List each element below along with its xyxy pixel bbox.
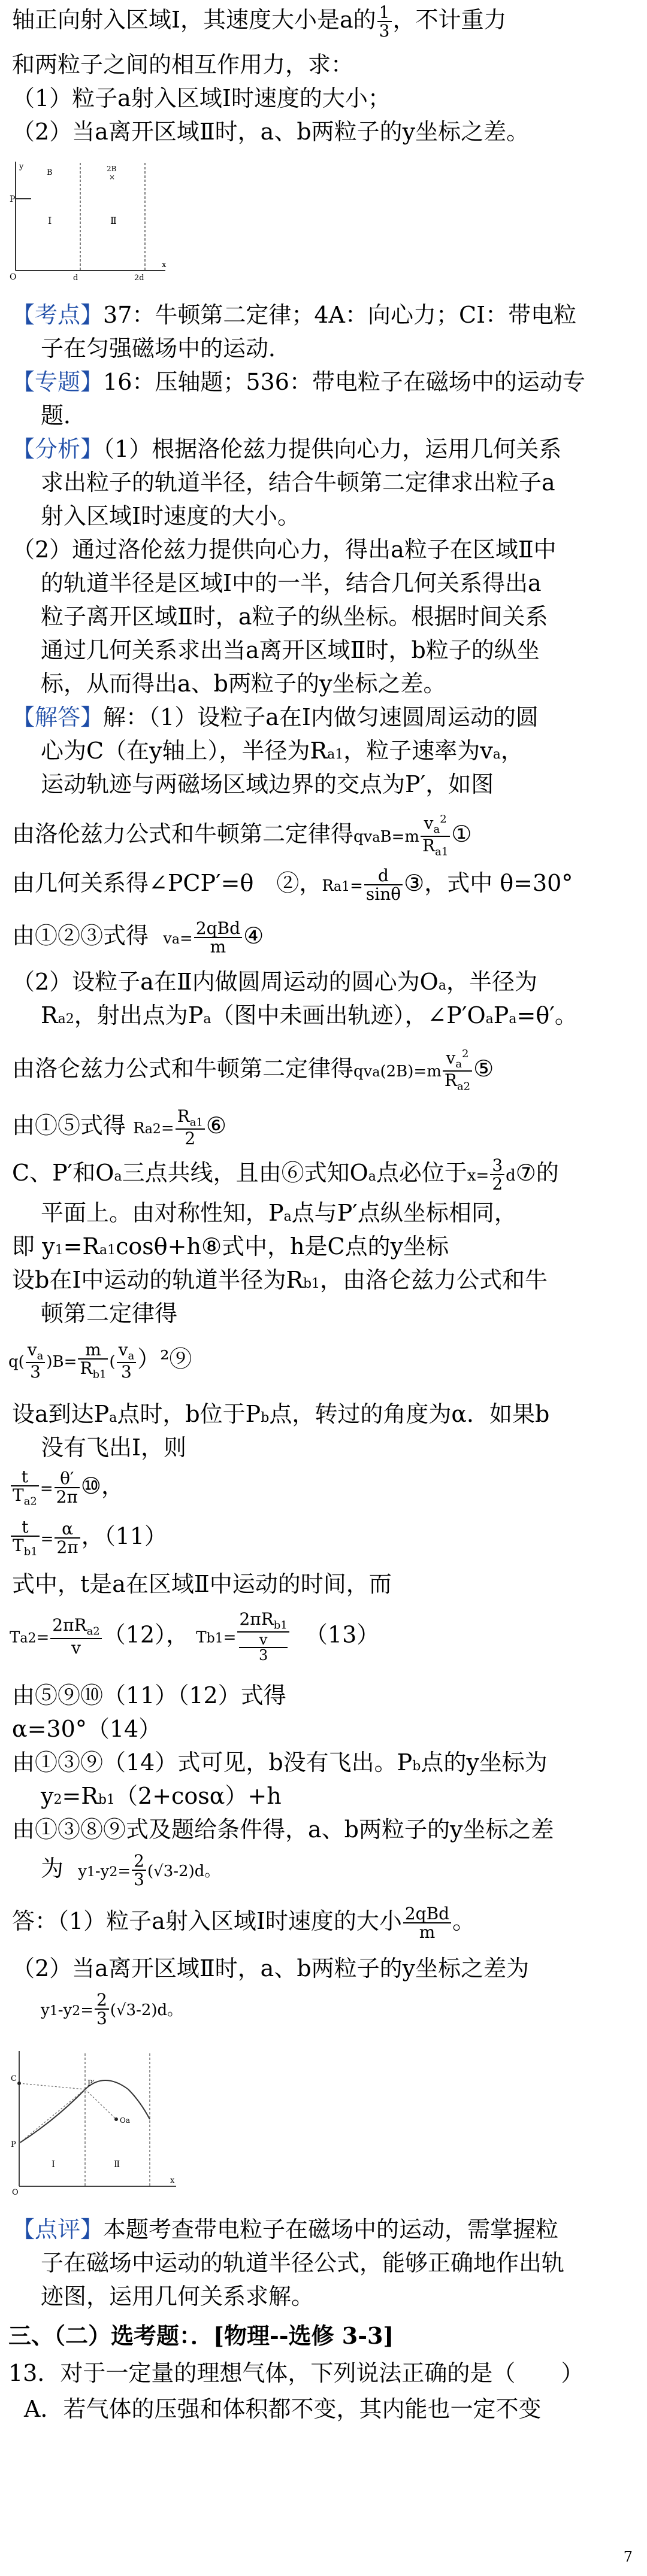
- text-line: y2=Rb1（2+cosα）+h: [41, 1783, 282, 1809]
- text-line: 子在磁场中运动的轨道半径公式，能够正确地作出轨: [41, 2250, 565, 2276]
- text-line: Ra2，射出点为Pa（图中未画出轨迹），∠P′OaPa=θ′。: [41, 1002, 578, 1028]
- svg-text:O: O: [12, 2188, 19, 2197]
- text-line: 心为C（在y轴上），半径为Ra1，粒子速率为va，: [41, 738, 524, 764]
- svg-text:P: P: [10, 195, 16, 204]
- text-line: 运动轨迹与两磁场区域边界的交点为P′，如图: [41, 771, 494, 797]
- text-line: 的轨道半径是区域Ⅰ中的一半，结合几何关系得出a: [41, 570, 542, 596]
- text-line: 平面上。由对称性知，Pa点与P′点纵坐标相同，: [41, 1200, 517, 1226]
- equation-line: q( $\frac{v_a}{3}$ )B= $\frac{m}{R_{b1}}$ ( $\frac{v_a}{3}$ ）²⑨: [8, 1340, 192, 1382]
- zhuanti-line: 【专题】16：压轴题；536：带电粒子在磁场中的运动专: [12, 369, 585, 395]
- question-line: 13．对于一定量的理想气体，下列说法正确的是（ ）: [8, 2360, 584, 2386]
- svg-text:y: y: [19, 162, 24, 171]
- equation-line: $\frac{t}{T_{b1}}$ = $\frac{\alpha}{2\pi}$ ，（11）: [10, 1518, 167, 1558]
- equation-line: 由①②③式得 va= $\frac{\text{2qBd}}{m}$ ④: [12, 918, 264, 957]
- svg-text:Ⅰ: Ⅰ: [52, 2159, 55, 2170]
- text-line: 设a到达Pa点时，b位于Pb点，转过的角度为α．如果b: [12, 1401, 550, 1427]
- dianping-line: 【点评】本题考查带电粒子在磁场中的运动，需掌握粒: [12, 2216, 559, 2243]
- fenxi-line: 【分析】（1）根据洛伦兹力提供向心力，运用几何关系: [12, 436, 562, 462]
- text-line: C、P′和Oa三点共线，且由⑥式知Oa点必位于x= $\frac{3}{2}$ d⑦的: [12, 1155, 559, 1194]
- text-line: 顿第二定律得: [41, 1300, 178, 1327]
- equation-line: 由洛仑兹力公式和牛顿第二定律得qva(2B)=m $\frac{v_a^2}{R_{a2}}$ ⑤: [12, 1048, 494, 1093]
- equation-line: Ta2= $\frac{2\pi R_{a2}}{v}$ （12）， Tb1= $2\pi R_{b1}$ v 3 （13）: [10, 1609, 380, 1664]
- svg-text:P′: P′: [87, 2079, 95, 2088]
- text-line: 由⑤⑨⑩（11）（12）式得: [12, 1682, 286, 1709]
- text-line: 没有飞出Ⅰ，则: [41, 1434, 187, 1461]
- equation-line: 为 y1-y2= $\frac{2}{3}$ (√3-2)d。: [41, 1851, 220, 1890]
- answer-line: （2）当a离开区域Ⅱ时，a、b两粒子的y坐标之差为: [12, 1955, 530, 1982]
- kaodian-line: 【考点】37：牛顿第二定律；4A：向心力；CI：带电粒: [12, 302, 577, 328]
- svg-text:O: O: [10, 272, 17, 282]
- svg-text:2d: 2d: [134, 274, 144, 283]
- answer-line: 答：（1）粒子a射入区域Ⅰ时速度的大小 $\frac{\text{2qBd}}{m}$ 。: [12, 1904, 476, 1943]
- equation-line: 由洛伦兹力公式和牛顿第二定律得qvaB=m $\frac{v_a^2}{R_{a1}}$ ①: [12, 813, 472, 858]
- text-line: 射入区域Ⅰ时速度的大小。: [41, 503, 301, 529]
- svg-text:Ⅱ: Ⅱ: [110, 215, 117, 226]
- text-line: 标，从而得出a、b两粒子的y坐标之差。: [41, 670, 446, 697]
- svg-text:P: P: [11, 2140, 16, 2149]
- text-line: 粒子离开区域Ⅱ时，a粒子的纵坐标。根据时间关系: [41, 603, 548, 630]
- fraction: $\frac{1}{3}$: [377, 4, 392, 40]
- svg-text:×: ×: [109, 173, 116, 181]
- equation-line: 由①⑤式得 Ra2= $\frac{R_{a1}}{2}$ ⑥: [12, 1106, 226, 1149]
- section-heading: 三、（二）选考题：．[物理--选修 3-3]: [8, 2322, 394, 2349]
- equation-line: 由几何关系得∠PCP′=θ ②，Ra1= $\frac{d}{\sin\theta}$ ③，式中 θ=30°: [12, 866, 573, 905]
- text-line: 通过几何关系求出当a离开区域Ⅱ时，b粒子的纵坐: [41, 637, 540, 663]
- trajectory-diagram: [8, 2047, 182, 2197]
- equation-line: $\frac{t}{T_{a2}}$ = $\frac{\theta'}{2\pi}$ ⑩，: [10, 1468, 124, 1508]
- svg-text:Oa: Oa: [120, 2116, 130, 2125]
- svg-text:C: C: [11, 2074, 17, 2083]
- text-line: 由①③⑨（14）式可见，b没有飞出。Pb点的y坐标为: [12, 1749, 548, 1776]
- text-line: （2）通过洛伦兹力提供向心力，得出a粒子在区域Ⅱ中: [12, 536, 557, 563]
- text-line: 迹图，运用几何关系求解。: [41, 2283, 315, 2310]
- field-diagram: [8, 157, 170, 283]
- jieda-line: 【解答】解：（1）设粒子a在Ⅰ内做匀速圆周运动的圆: [12, 704, 539, 730]
- text-line: 设b在Ⅰ中运动的轨道半径为Rb1，由洛仑兹力公式和牛: [12, 1267, 548, 1293]
- text-line: （2）设粒子a在Ⅱ内做圆周运动的圆心为Oa，半径为: [12, 969, 537, 995]
- equation-line: y1-y2= $\frac{2}{3}$ (√3-2)d。: [41, 1990, 183, 2029]
- text-line: 由①③⑧⑨式及题给条件得，a、b两粒子的y坐标之差: [12, 1816, 554, 1843]
- text-line: 式中，t是a在区域Ⅱ中运动的时间，而: [12, 1571, 392, 1597]
- text-line: α=30°（14）: [12, 1716, 162, 1742]
- svg-text:B: B: [47, 168, 53, 177]
- option-line: A．若气体的压强和体积都不变，其内能也一定不变: [24, 2396, 542, 2422]
- svg-text:d: d: [73, 274, 78, 283]
- svg-text:x: x: [170, 2176, 175, 2185]
- text-line: 即 y1=Ra1cosθ+h⑧式中，h是C点的y坐标: [12, 1233, 449, 1260]
- text-line: 题．: [41, 402, 87, 429]
- page-number: 7: [623, 2548, 633, 2565]
- text-line: （1）粒子a射入区域Ⅰ时速度的大小；: [12, 85, 391, 111]
- text-line: 和两粒子之间的相互作用力，求：: [12, 51, 354, 78]
- text-line: 求出粒子的轨道半径，结合牛顿第二定律求出粒子a: [41, 469, 555, 496]
- svg-text:x: x: [162, 260, 167, 269]
- text-line: 轴正向射入区域Ⅰ，其速度大小是a的 $\frac{1}{3}$ ，不计重力: [12, 2, 507, 41]
- svg-text:Ⅰ: Ⅰ: [48, 215, 52, 226]
- svg-text:Ⅱ: Ⅱ: [114, 2159, 120, 2170]
- text-line: （2）当a离开区域Ⅱ时，a、b两粒子的y坐标之差。: [12, 119, 530, 145]
- svg-text:2B: 2B: [107, 165, 117, 173]
- text-line: 子在匀强磁场中的运动．: [41, 335, 292, 362]
